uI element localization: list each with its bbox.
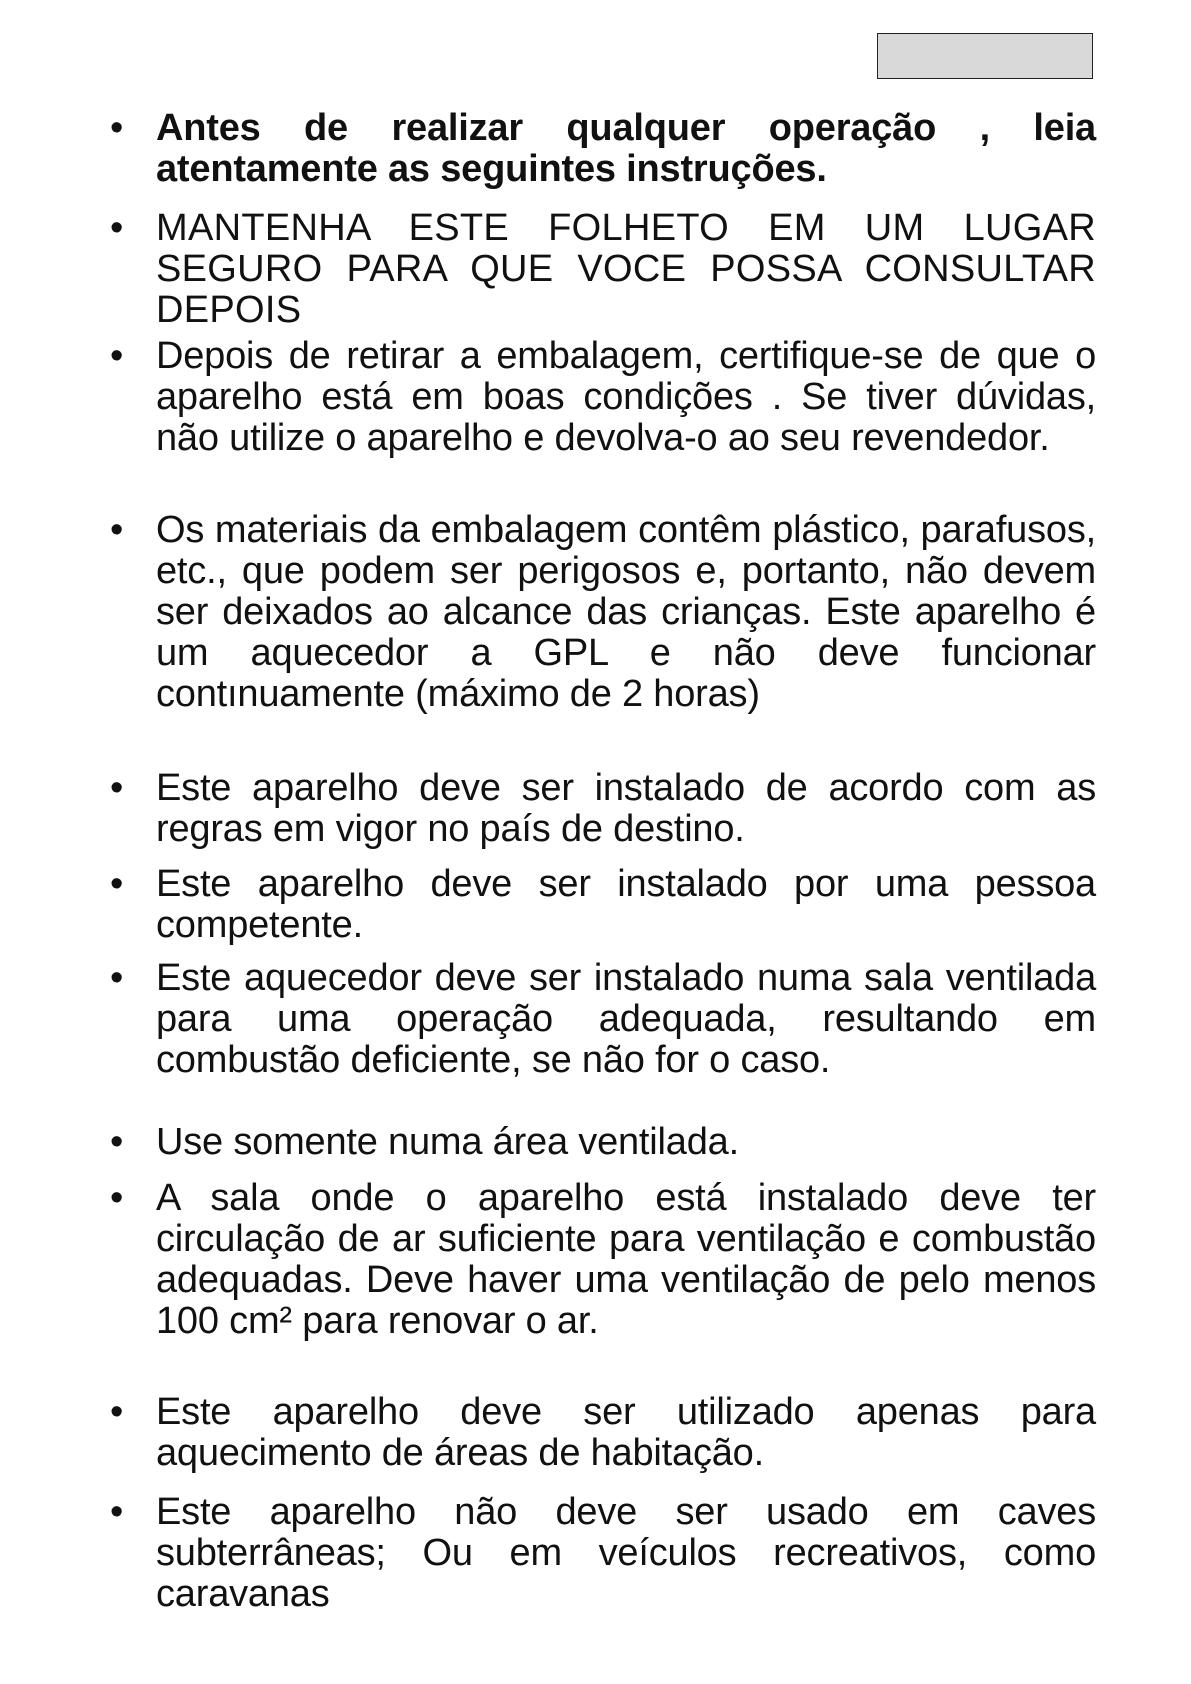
item-text: Este aparelho deve ser instalado por uma pessoa competente. xyxy=(156,863,1096,946)
bullet: • xyxy=(110,957,124,999)
bullet: • xyxy=(110,863,124,905)
item-text: Este aparelho deve ser instalado de acordo com as regras em vigor no país de destino. xyxy=(156,767,1096,850)
item-text: Este aquecedor deve ser instalado numa sala ventilada para uma operação adequada, resultando em combustão deficiente, se não for o caso. xyxy=(156,957,1096,1081)
bullet: • xyxy=(110,1491,124,1533)
bullet: • xyxy=(110,1177,124,1219)
item-text: Depois de retirar a embalagem, certifique-se de que o aparelho está em boas condições . Se tiver dúvidas, não utilize o aparelho e devolva-o ao seu revendedor. xyxy=(156,335,1096,459)
language-label-box xyxy=(877,33,1093,79)
item-text: Antes de realizar qualquer operação , leia atentamente as seguintes instruções. xyxy=(156,107,1096,190)
bullet: • xyxy=(110,335,124,377)
bullet: • xyxy=(110,107,124,149)
item-text: A sala onde o aparelho está instalado deve ter circulação de ar suficiente para ventilação e combustão adequadas. Deve haver uma ventilação de pelo menos 100 cm² para renovar o ar. xyxy=(156,1177,1096,1342)
item-text: Este aparelho deve ser utilizado apenas para aquecimento de áreas de habitação. xyxy=(156,1391,1096,1474)
item-text: Os materiais da embalagem contêm plástico, parafusos, etc., que podem ser perigosos e, portanto, não devem ser deixados ao alcance das crianças. Este aparelho é um aquecedor a GPL e não deve funcionar contınuamente (máximo de 2 horas) xyxy=(156,509,1096,715)
bullet: • xyxy=(110,767,124,809)
item-text: Este aparelho não deve ser usado em caves subterrâneas; Ou em veículos recreativos, como caravanas xyxy=(156,1491,1096,1615)
bullet: • xyxy=(110,207,124,249)
bullet: • xyxy=(110,1121,124,1163)
bullet: • xyxy=(110,509,124,551)
bullet: • xyxy=(110,1391,124,1433)
item-text: Use somente numa área ventilada. xyxy=(156,1121,739,1163)
item-text: MANTENHA ESTE FOLHETO EM UM LUGAR SEGURO PARA QUE VOCE POSSA CONSULTAR DEPOIS xyxy=(156,207,1096,331)
